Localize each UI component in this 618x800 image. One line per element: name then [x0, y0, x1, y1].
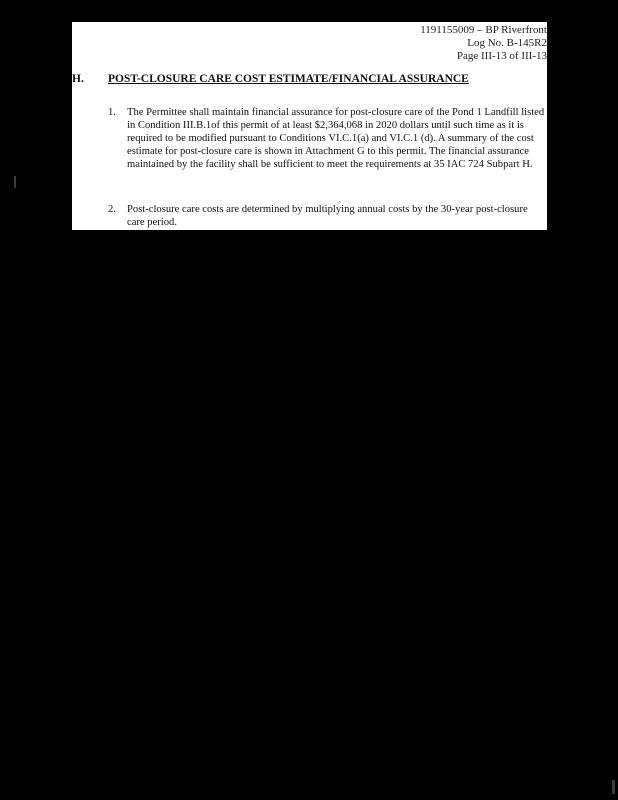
header-log-number: Log No. B-145R2	[467, 37, 547, 49]
scan-artifact	[14, 176, 16, 188]
header-permit-id: 1191155009 – BP Riverfront	[420, 24, 547, 36]
section-title: POST-CLOSURE CARE COST ESTIMATE/FINANCIAL ASSURANCE	[108, 73, 469, 85]
document-page	[72, 22, 547, 230]
scan-artifact	[612, 780, 615, 794]
item-number: 1.	[108, 107, 116, 118]
header-page-number: Page III-13 of III-13	[456, 50, 547, 62]
item-text: The Permittee shall maintain financial assurance for post-closure care of the Pond 1 Landfill listed in Condition III.B.1of this permit of at least $2,364,068 in 2020 dollars until such time as it is required to be modified pursuant to Conditions VI.C.1(a) and VI.C.1 (d). A summary of the cost estimate for post-closure care is shown in Attachment G to this permit. The financial assurance maintained by the facility shall be sufficient to meet the requirements at 35 IAC 724 Subpart H.	[127, 107, 545, 170]
section-letter: H.	[72, 73, 84, 85]
page-header	[420, 24, 547, 63]
item-number: 2.	[108, 204, 116, 215]
item-text: Post-closure care costs are determined by multiplying annual costs by the 30-year post-closure care period.	[127, 204, 528, 228]
